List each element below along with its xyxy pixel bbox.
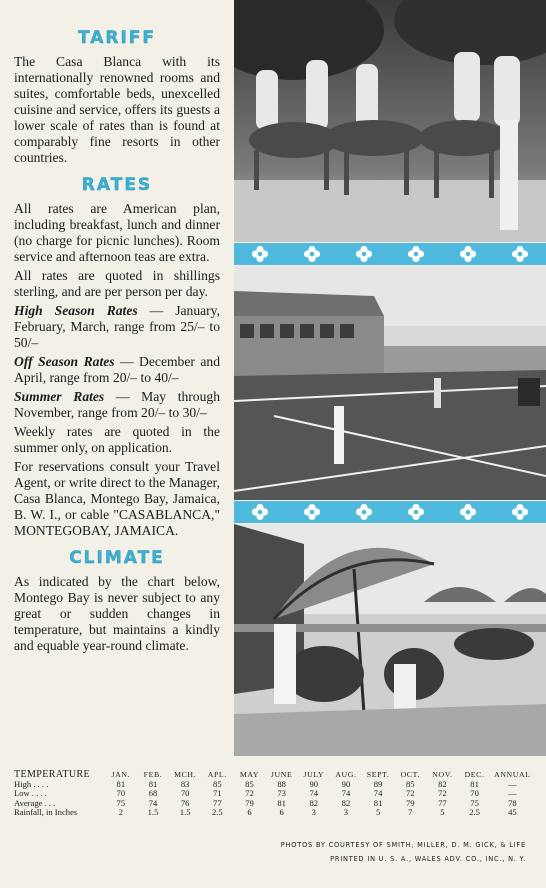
table-row-rainfall [14,808,534,818]
table-cell: 71 [213,788,222,798]
credits [281,838,526,866]
table-cell: 2 [118,807,123,817]
photo-terrace-umbrellas [234,524,546,756]
rates-text-4: For reservations consult your Travel Agent, or write direct to the Manager, Casa Blanca, Montego Bay, Jamaica, B. W. I., or cable "CASABLANCA," MONTEGOBAY, JAMAICA. [14,459,220,538]
high-season-rates [14,303,220,351]
table-cell: 77 [438,797,447,808]
month-header: AUG. [335,770,357,779]
text-column [14,28,220,657]
table-cell: 70 [116,788,126,798]
table-cell: 83 [180,778,190,789]
table-cell: 90 [309,778,319,789]
table-cell: 72 [438,788,447,798]
summer-label: Summer Rates [14,389,105,404]
off-season-rates [14,354,220,386]
photo-tennis-court [234,266,546,500]
month-header: APL. [207,770,227,779]
row-label: Rainfall, in Inches [14,807,78,817]
row-label: Low . . . . [14,788,47,798]
month-header: FEB. [143,770,163,779]
table-cell: 7 [408,807,413,817]
table-cell: 74 [148,797,158,808]
climate-heading: CLIMATE [69,548,165,568]
rates-text-2: All rates are quoted in shillings sterling, and are per person per day. [14,268,220,299]
high-season-text: — January, February, March, range from 25/– to 50/– [14,303,220,350]
table-title: TEMPERATURE [14,769,91,780]
table-cell: 1.5 [147,807,159,817]
flower-icon [355,503,373,521]
floral-band-1 [234,243,546,265]
table-cell: 81 [148,778,158,789]
table-cell: 72 [405,788,415,798]
table-cell: 89 [373,778,383,789]
rates-heading: RATES [81,175,153,195]
table-cell: 6 [247,807,252,817]
temperature-table [14,770,534,818]
flower-icon [303,245,321,263]
summer-rates [14,389,220,421]
summer-text: — May through November, range from 20/– to 30/– [14,389,220,420]
table-cell: 75 [116,797,126,808]
month-header: SEPT. [366,770,390,779]
table-cell: 2.5 [469,807,480,817]
month-header: JULY [303,770,325,779]
table-cell: 79 [245,797,254,808]
climate-text: As indicated by the chart below, Montego Bay is never subject to any great or sudden changes in temperature, but maintains a kindly and equable year-round climate. [14,574,220,653]
table-cell: 74 [341,788,351,798]
flower-icon [407,245,425,263]
month-header: OCT. [400,770,420,779]
row-label: High . . . . [14,778,49,789]
printer-credits: PRINTED IN U. S. A., WALES ADV. CO., INC., N. Y. [330,855,526,863]
rates-text-3: Weekly rates are quoted in the summer only, on application. [14,424,220,455]
flower-icon [511,503,529,521]
table-cell: 77 [213,797,222,808]
flower-icon [251,503,269,521]
flower-icon [355,245,373,263]
flower-icon [407,503,425,521]
table-cell: — [508,778,517,789]
table-cell: 70 [470,788,479,798]
table-cell: 1.5 [179,807,191,817]
table-cell: 75 [470,797,479,808]
month-header: DEC. [464,770,485,779]
row-label: Average . . . [14,797,56,808]
table-cell: 79 [405,797,415,808]
table-cell: 70 [180,788,190,798]
table-cell: 6 [279,807,284,817]
table-cell: — [508,788,517,798]
table-cell: 2.5 [211,807,223,817]
table-cell: 5 [440,807,445,817]
table-row-low [14,789,534,799]
table-cell: 82 [309,797,319,808]
table-cell: 81 [116,778,126,789]
tariff-heading: TARIFF [77,28,157,48]
table-cell: 81 [470,778,479,789]
table-cell: 82 [341,797,351,808]
table-cell: 88 [277,778,286,789]
table-cell: 3 [343,807,349,817]
table-cell: 3 [311,807,316,817]
table-cell: 78 [508,797,517,808]
photo-donkey-riders [234,0,546,242]
table-cell: 74 [373,788,383,798]
off-season-text: — December and April, range from 20/– to 40/– [14,354,220,385]
table-row-high [14,780,534,790]
table-cell: 72 [245,788,254,798]
table-cell: 74 [309,788,319,798]
table-cell: 85 [405,778,415,789]
table-header-row [14,770,534,780]
flower-icon [459,503,477,521]
rates-text-1: All rates are American plan, including breakfast, lunch and dinner (no charge for picnic lunches). Room service and afternoon teas are extra. [14,201,220,264]
floral-band-2 [234,501,546,523]
flower-icon [511,245,529,263]
month-header: JUNE [270,770,293,779]
month-header: JAN. [111,770,131,779]
annual-header: ANNUAL [494,770,531,779]
month-header: NOV. [432,770,453,779]
table-cell: 76 [180,797,190,808]
tariff-text: The Casa Blanca with its internationally renowned rooms and suites, comfortable beds, unexcelled cuisine and service, offers its guests a lower scale of rates than is found at comparably fine resorts in other countries. [14,54,220,165]
photo-credits: PHOTOS BY COURTESY OF SMITH, MILLER, D. M. GICK, & LIFE [280,841,526,849]
month-header: MAY [239,770,260,779]
table-cell: 82 [438,778,447,789]
table-cell: 45 [508,807,517,817]
table-cell: 90 [341,778,351,789]
flower-icon [303,503,321,521]
table-cell: 68 [148,788,158,798]
month-header: MCH. [174,770,197,779]
table-cell: 81 [373,797,383,808]
table-cell: 85 [213,778,222,789]
flower-icon [251,245,269,263]
high-season-label: High Season Rates [14,303,138,318]
flower-icon [459,245,477,263]
table-cell: 81 [277,797,286,808]
table-cell: 85 [245,778,254,789]
off-season-label: Off Season Rates [14,354,115,369]
table-row-average [14,799,534,809]
table-cell: 5 [375,807,381,817]
table-cell: 73 [277,788,286,798]
